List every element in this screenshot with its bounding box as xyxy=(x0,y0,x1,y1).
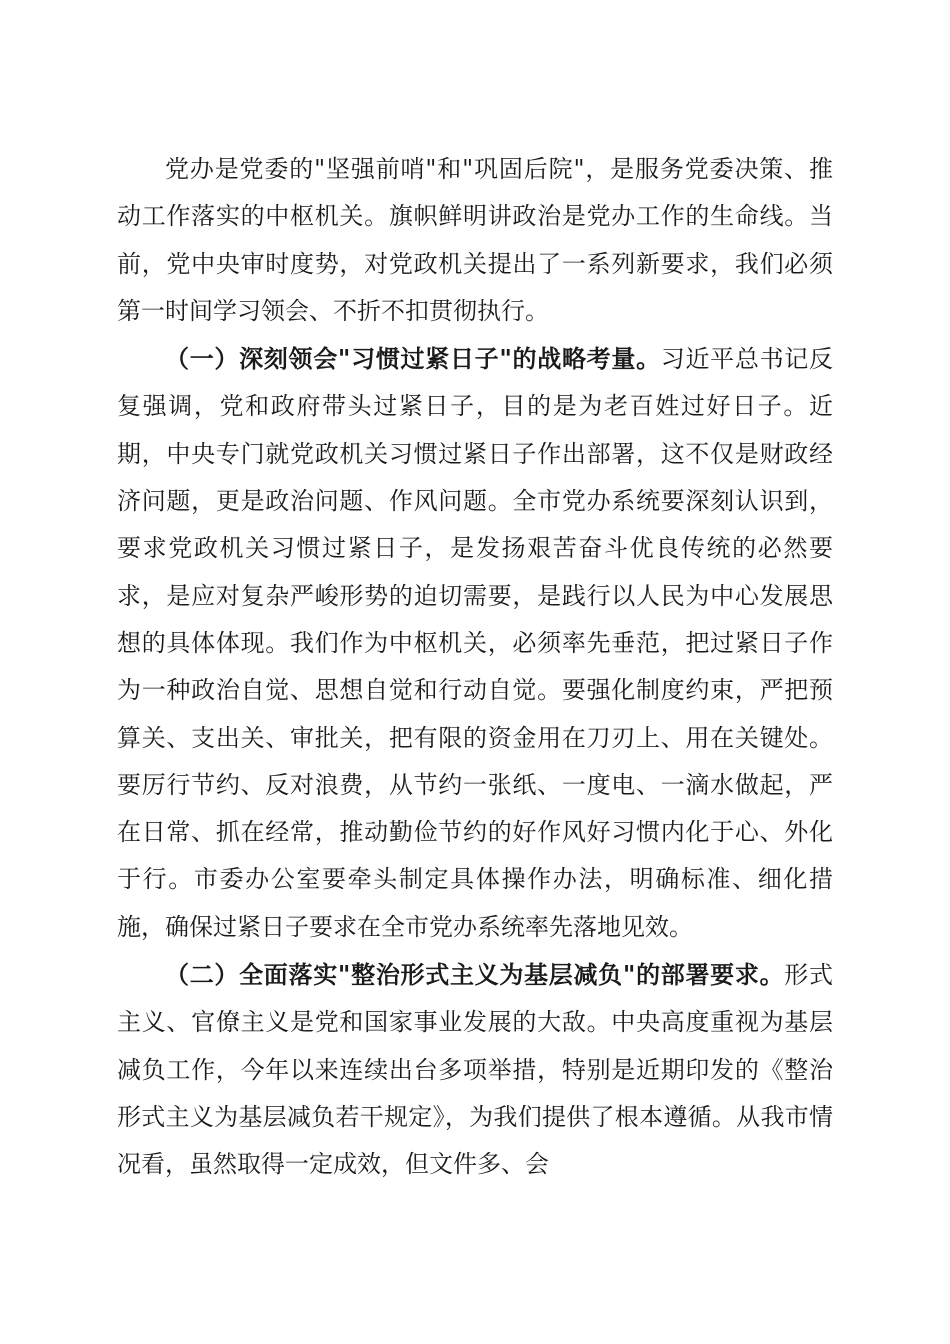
section-one-paragraph xyxy=(117,335,833,951)
section-two-heading: （二）全面落实"整治形式主义为基层减负"的部署要求。 xyxy=(165,960,785,990)
document-body xyxy=(117,146,833,1189)
intro-paragraph xyxy=(117,146,833,335)
intro-paragraph-text: 党办是党委的"坚强前哨"和"巩固后院"，是服务党委决策、推动工作落实的中枢机关。旗帜鲜明讲政治是党办工作的生命线。当前，党中央审时度势，对党政机关提出了一系列新要求，我们必须第一时间学习领会、不折不扣贯彻执行。 xyxy=(117,155,833,325)
section-two-text: 形式主义、官僚主义是党和国家事业发展的大敌。中央高度重视为基层减负工作，今年以来连续出台多项举措，特别是近期印发的《整治形式主义为基层减负若干规定》，为我们提供了根本遵循。从我市情况看，虽然取得一定成效，但文件多、会 xyxy=(117,961,833,1179)
section-two-paragraph xyxy=(117,951,833,1188)
section-one-text: 习近平总书记反复强调，党和政府带头过紧日子，目的是为老百姓过好日子。近期，中央专门就党政机关习惯过紧日子作出部署，这不仅是财政经济问题，更是政治问题、作风问题。全市党办系统要深刻认识到，要求党政机关习惯过紧日子，是发扬艰苦奋斗优良传统的必然要求，是应对复杂严峻形势的迫切需要，是践行以人民为中心发展思想的具体体现。我们作为中枢机关，必须率先垂范，把过紧日子作为一种政治自觉、思想自觉和行动自觉。要强化制度约束，严把预算关、支出关、审批关，把有限的资金用在刀刃上、用在关键处。要厉行节约、反对浪费，从节约一张纸、一度电、一滴水做起，严在日常、抓在经常，推动勤俭节约的好作风好习惯内化于心、外化于行。市委办公室要牵头制定具体操作办法，明确标准、细化措施，确保过紧日子要求在全市党办系统率先落地见效。 xyxy=(117,345,833,941)
section-one-heading: （一）深刻领会"习惯过紧日子"的战略考量。 xyxy=(165,344,661,374)
